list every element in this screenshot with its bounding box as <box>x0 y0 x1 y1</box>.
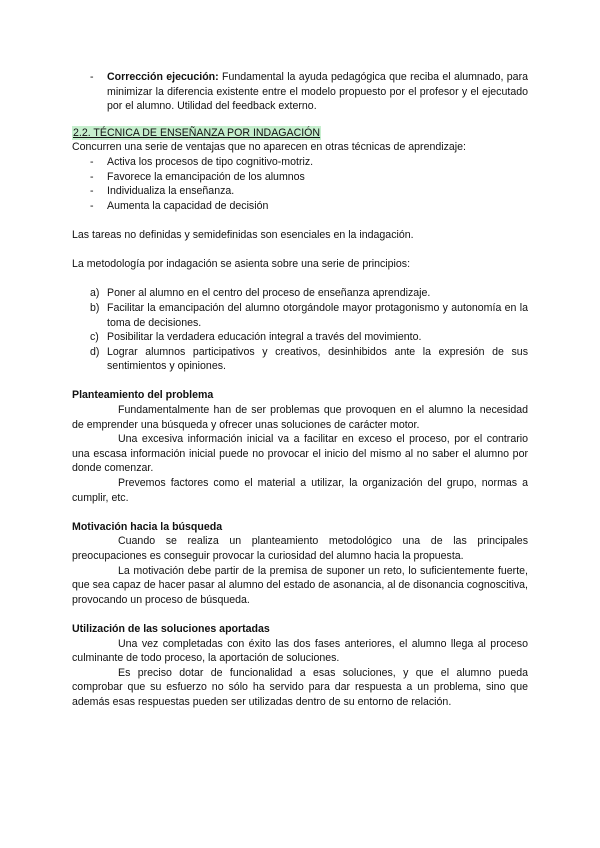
principles-list <box>72 286 528 374</box>
paragraph: Fundamentalmente han de ser problemas que provoquen en el alumno la necesidad de emprender una búsqueda y ofrecer unas soluciones de carácter motor. <box>72 404 528 431</box>
section-title: 2.2. TÉCNICA DE ENSEÑANZA POR INDAGACIÓN <box>73 126 321 139</box>
document-page <box>72 70 528 710</box>
heading-planteamiento: Planteamiento del problema <box>72 389 214 402</box>
intro-item-label: Corrección ejecución: <box>107 71 219 83</box>
advantages-list <box>72 155 528 213</box>
intro-item <box>72 70 528 114</box>
list-item: - Favorece la emancipación de los alumnos <box>90 170 305 183</box>
heading-utilizacion: Utilización de las soluciones aportadas <box>72 622 270 635</box>
paragraph-tasks: Las tareas no definidas y semidefinidas son esenciales en la indagación. <box>72 228 414 241</box>
list-item: - Activa los procesos de tipo cognitivo-motriz. <box>90 155 314 168</box>
paragraph: Prevemos factores como el material a utilizar, la organización del grupo, normas a cumplir, etc. <box>72 477 528 504</box>
paragraph: La motivación debe partir de la premisa de suponer un reto, lo suficientemente fuerte, que sea capaz de hacer pasar al alumno del estado de asonancia, al de disonancia cognoscitiva, provocando un proceso de búsqueda. <box>72 564 528 606</box>
list-item: b) Facilitar la emancipación del alumno otorgándole mayor protagonismo y autonomía en la toma de decisiones. <box>90 301 528 329</box>
list-item: c) Posibilitar la verdadera educación integral a través del movimiento. <box>90 331 422 344</box>
list-item: - Aumenta la capacidad de decisión <box>90 199 269 212</box>
list-item: a) Poner al alumno en el centro del proceso de enseñanza aprendizaje. <box>90 287 431 300</box>
heading-motivacion: Motivación hacia la búsqueda <box>72 520 223 533</box>
intro-list <box>72 70 528 114</box>
list-item: d) Lograr alumnos participativos y creativos, desinhibidos ante la expresión de sus sentimientos y opiniones. <box>90 345 528 373</box>
paragraph: Una vez completadas con éxito las dos fases anteriores, el alumno llega al proceso culminante de todo proceso, la aportación de soluciones. <box>72 637 528 665</box>
section-lead: Concurren una serie de ventajas que no aparecen en otras técnicas de aprendizaje: <box>72 141 466 154</box>
intro-item-text: Fundamental la ayuda pedagógica que reciba el alumnado, para minimizar la diferencia existente entre el modelo propuesto por el profesor y el ejecutado por el alumno. Utilidad del feedback externo. <box>107 71 528 113</box>
paragraph: Es preciso dotar de funcionalidad a esas soluciones, y que el alumno pueda comprobar que su esfuerzo no sólo ha servido para dar respuesta a un problema, sino que además esas respuestas pueden ser utilizadas dentro de su entorno de relación. <box>72 666 528 708</box>
paragraph: Cuando se realiza un planteamiento metodológico una de las principales preocupaciones es conseguir provocar la curiosidad del alumno hacia la propuesta. <box>72 535 528 562</box>
list-dash: - <box>90 71 94 83</box>
paragraph-principles-lead: La metodología por indagación se asienta sobre una serie de principios: <box>72 258 411 271</box>
list-item: - Individualiza la enseñanza. <box>90 185 235 198</box>
paragraph: Una excesiva información inicial va a facilitar en exceso el proceso, por el contrario una escasa información inicial puede no provocar el inicio del mismo al no saber el alumno por donde comenzar. <box>72 433 528 475</box>
